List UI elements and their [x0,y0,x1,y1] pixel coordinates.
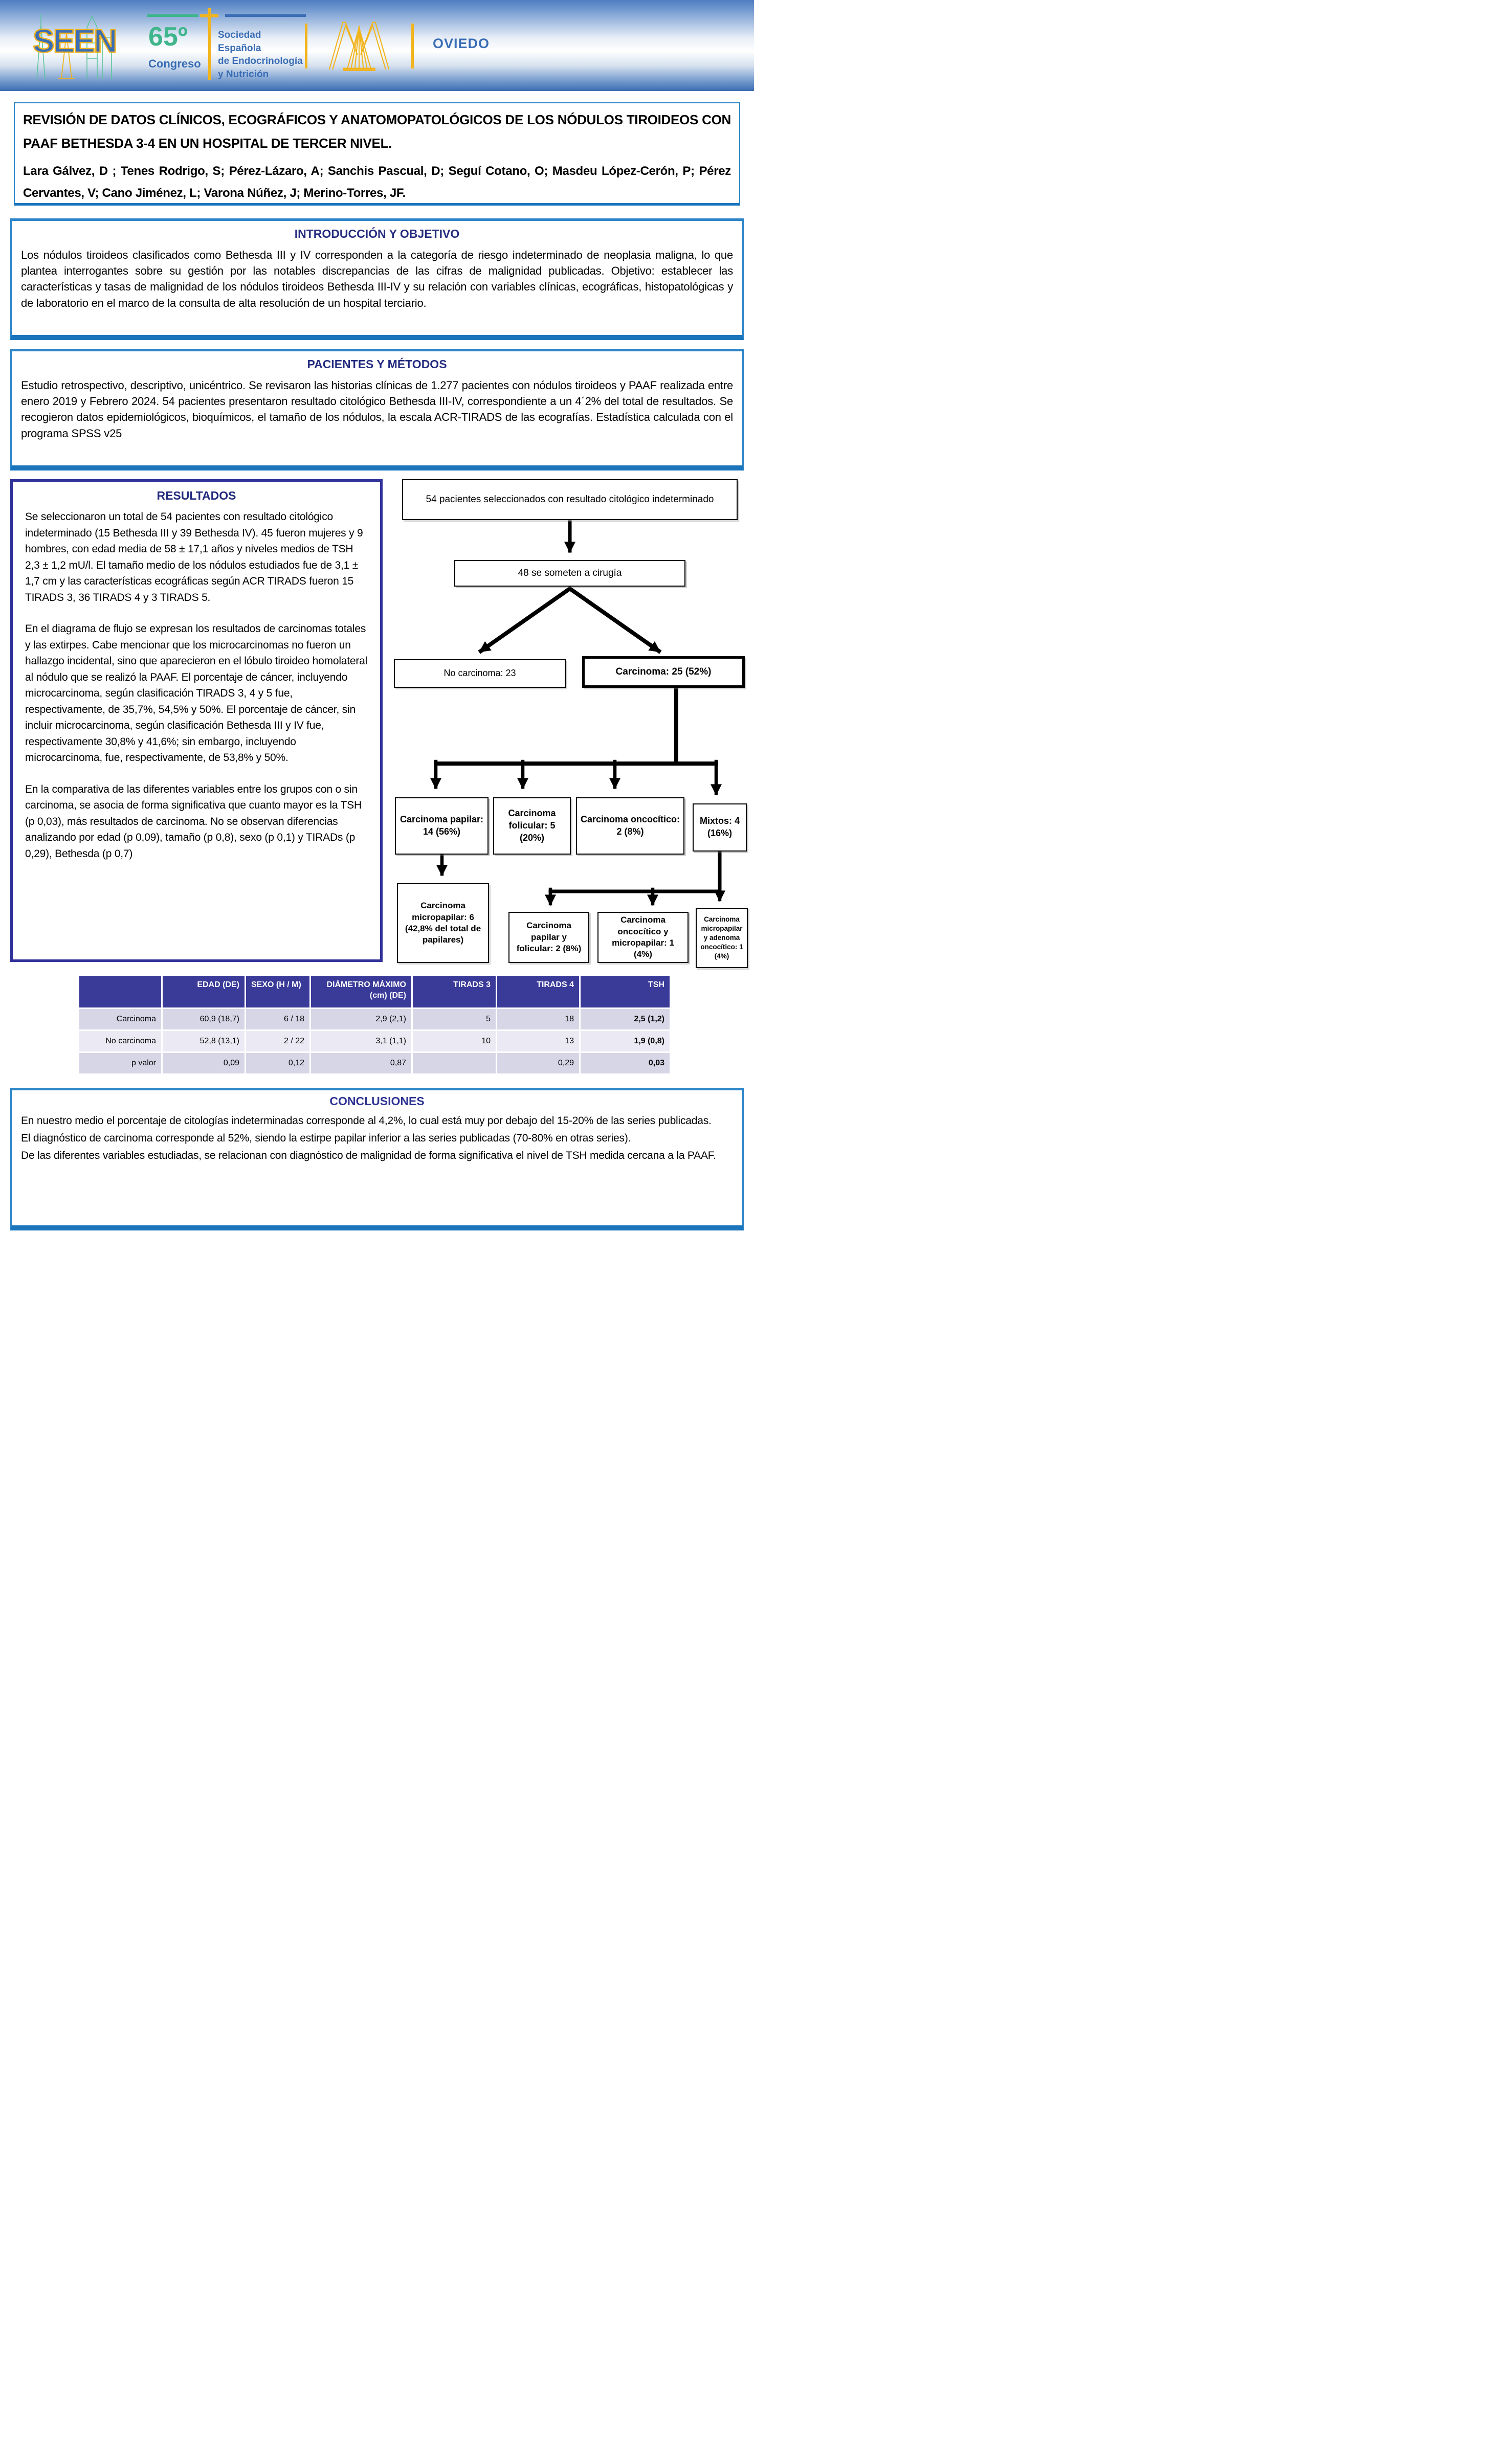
row-label: No carcinoma [79,1031,161,1051]
poster-header [0,0,754,91]
row-label: p valor [79,1053,161,1073]
table-row [79,1053,670,1073]
society-line: Sociedad Española [218,30,261,54]
section-introduction [10,218,744,340]
results-paragraph: Se seleccionaron un total de 54 pacientes con resultado citológico indeterminado (15 Bethesda III y 39 Bethesda IV). 45 fueron mujeres y 9 hombres, con edad media de 58 ± 17,1 años y niveles medios de TSH 2,3 ± 1,2 mU/l. El tamaño medio de los nódulos estudiados fue de 3,1 ± 1,7 cm y las características ecográficas según ACR TIRADS fueron 15 TIRADS 3, 36 TIRADS 4 y 3 TIRADS 5. [25,511,363,603]
city-label: OVIEDO [433,36,490,51]
table-cell [413,1053,496,1073]
poster-page [0,0,754,1232]
yellow-divider [305,24,307,69]
table-header-cell: TIRADS 4 [497,976,579,1007]
section-heading: CONCLUSIONES [329,1094,425,1108]
section-conclusions [10,1088,744,1230]
seen-logo [30,7,122,83]
flow-node-oncocytic: Carcinoma oncocítico: 2 (8%) [576,797,684,855]
table-header-cell [79,976,161,1007]
society-line: de Endocrinología [218,56,303,67]
title-block [14,102,740,206]
flow-node-papillary: Carcinoma papilar: 14 (56%) [395,797,489,855]
section-heading: PACIENTES Y MÉTODOS [307,357,447,371]
flow-node-carcinoma: Carcinoma: 25 (52%) [582,656,745,688]
section-heading: INTRODUCCIÓN Y OBJETIVO [294,227,460,240]
congress-logo [147,8,306,85]
section-results [10,479,383,962]
table-cell: 2 / 22 [246,1031,309,1051]
table-row [79,1031,670,1051]
table-cell: 0,09 [163,1053,245,1073]
conclusion-paragraph: El diagnóstico de carcinoma corresponde al 52%, siendo la estirpe papilar inferior a las series publicadas (70-80% en otras series). [21,1132,631,1145]
table-cell: 1,9 (0,8) [581,1031,670,1051]
blue-rule [225,14,306,17]
table-cell: 0,03 [581,1053,670,1073]
section-methods [10,349,744,471]
section-heading: RESULTADOS [157,489,236,502]
table-header-cell: EDAD (DE) [163,976,245,1007]
table-cell: 0,87 [311,1053,411,1073]
results-flowchart [394,479,749,964]
table-header-cell: SEXO (H / M) [246,976,309,1007]
table-cell: 6 / 18 [246,1009,309,1029]
comparison-table [78,974,671,1075]
poster-authors: Lara Gálvez, D ; Tenes Rodrigo, S; Pérez-Lázaro, A; Sanchis Pascual, D; Seguí Cotano, O; Masdeu López-Cerón, P; Pérez Cervantes, V; Cano Jiménez, L; Varona Núñez, J; Merino-Torres, JF. [23,164,731,200]
table-cell: 52,8 (13,1) [163,1031,245,1051]
flow-node-papillary-follicular: Carcinoma papilar y folicular: 2 (8%) [508,912,589,963]
table-header-row [79,976,670,1007]
congress-number: 65º [148,22,188,52]
congress-label: Congreso [148,57,201,70]
table-cell: 3,1 (1,1) [311,1031,411,1051]
table-cell: 0,29 [497,1053,579,1073]
table-cell: 13 [497,1031,579,1051]
yellow-divider [411,24,414,69]
seen-logo-text: SEEN [33,23,116,59]
row-label: Carcinoma [79,1009,161,1029]
conclusion-paragraph: De las diferentes variables estudiadas, se relacionan con diagnóstico de malignidad de forma significativa el nivel de TSH medida cercana a la PAAF. [21,1150,716,1162]
table-cell: 60,9 (18,7) [163,1009,245,1029]
flow-node-no-carcinoma: No carcinoma: 23 [394,659,566,688]
table-cell: 0,12 [246,1053,309,1073]
flow-node-follicular: Carcinoma folicular: 5 (20%) [493,797,571,855]
flow-node-mixed: Mixtos: 4 (16%) [693,803,747,852]
results-paragraph: En la comparativa de las diferentes variables entre los grupos con o sin carcinoma, se asocia de forma significativa que cuanto mayor es la TSH (p 0,03), más resultados de carcinoma. No se observan diferencias analizando por edad (p 0,09), tamaño (p 0,8), sexo (p 0,1) y TIRADs (p 0,29), Bethesda (p 0,7) [25,783,362,860]
flow-node-oncocytic-micropapillary: Carcinoma oncocítico y micropapilar: 1 (4%) [597,912,689,963]
table-cell: 18 [497,1009,579,1029]
table-cell: 2,9 (2,1) [311,1009,411,1029]
table-cell: 5 [413,1009,496,1029]
table-header-cell: DIÁMETRO MÁXIMO (cm) (DE) [311,976,411,1007]
table-cell: 10 [413,1031,496,1051]
flow-node-micropapillary-adenoma: Carcinoma micropapilar y adenoma oncocítico: 1 (4%) [696,908,748,968]
section-body: Los nódulos tiroideos clasificados como Bethesda III y IV corresponden a la categoría de riesgo indeterminado de neoplasia maligna, lo que plantea interrogantes sobre su gestión por las notables discrepancias de las cifras de malignidad publicadas. Objetivo: establecer las características y tasas de malignidad de los nódulos tiroideos Bethesda III-IV y su relación con variables clínicas, ecográficas, histopatológicas y de laboratorio en el marco de la consulta de alta resolución de un hospital terciario. [21,249,733,309]
plus-icon [200,14,218,17]
table-row [79,1009,670,1029]
flow-node-surgery: 48 se someten a cirugía [454,560,685,587]
society-line: y Nutrición [218,69,269,80]
green-rule [147,14,198,17]
flow-node-selected: 54 pacientes seleccionados con resultado citológico indeterminado [402,479,738,520]
yellow-divider [208,25,211,80]
oviedo-logo [305,14,525,77]
poster-title: REVISIÓN DE DATOS CLÍNICOS, ECOGRÁFICOS Y ANATOMOPATOLÓGICOS DE LOS NÓDULOS TIROIDEOS CON PAAF BETHESDA 3-4 EN UN HOSPITAL DE TERCER NIVEL. [23,112,731,151]
table-cell: 2,5 (1,2) [581,1009,670,1029]
table-header-cell: TIRADS 3 [413,976,496,1007]
congress-palace-icon [313,16,405,74]
section-body: Estudio retrospectivo, descriptivo, unicéntrico. Se revisaron las historias clínicas de 1.277 pacientes con nódulos tiroideos y PAAF realizada entre enero 2019 y Febrero 2024. 54 pacientes presentaron resultado citológico Bethesda III-IV, correspondiente a un 4´2% del total de resultados. Se recogieron datos epidemiológicos, bioquímicos, el tamaño de los nódulos, la escala ACR-TIRADS de las ecografías. Estadística calculada con el programa SPSS v25 [21,379,733,440]
conclusion-paragraph: En nuestro medio el porcentaje de citologías indeterminadas corresponde al 4,2%, lo cual está muy por debajo del 15-20% de las series publicadas. [21,1115,712,1127]
table-header-cell: TSH [581,976,670,1007]
results-paragraph: En el diagrama de flujo se expresan los resultados de carcinomas totales y las extirpes. Cabe mencionar que los microcarcinomas no fueron un hallazgo incidental, sino que aparecieron en el lóbulo tiroideo homolateral al nódulo que se realizó la PAAF. El porcentaje de cáncer, incluyendo microcarcinoma, según clasificación TIRADS 3, 4 y 5 fue, respectivamente, de 35,7%, 54,5% y 50%. El porcentaje de cáncer, sin incluir microcarcinoma, según clasificación Bethesda III y IV fue, respectivamente 30,8% y 41,6%; sin embargo, incluyendo microcarcinoma, fue, respectivamente, de 53,8% y 50%. [25,623,368,764]
flow-node-micropapillary: Carcinoma micropapilar: 6 (42,8% del total de papilares) [397,883,489,963]
society-name [218,29,306,81]
